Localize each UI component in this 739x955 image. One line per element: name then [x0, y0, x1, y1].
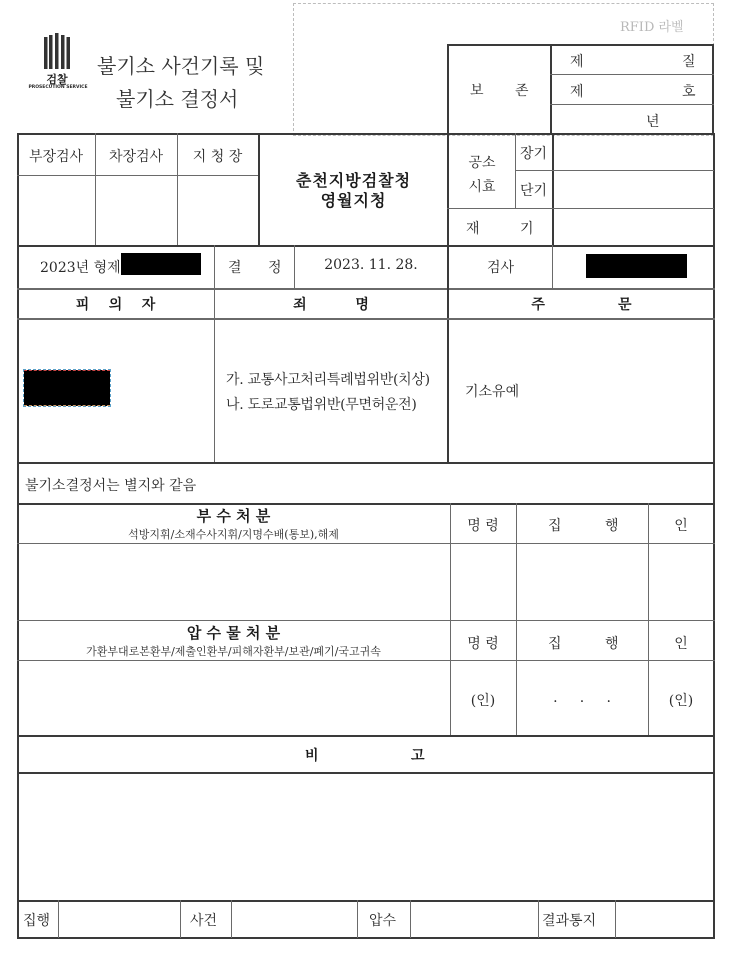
footer-case-label: 사건	[190, 913, 218, 929]
approval-sign-box-3[interactable]	[178, 176, 257, 244]
disposition-header: 주 문	[531, 297, 632, 313]
seized-exec-right: 행	[605, 636, 619, 652]
restart-field[interactable]	[554, 209, 714, 245]
preservation-row2-left: 제	[570, 84, 584, 100]
suspect-header: 피 의 자	[75, 297, 156, 313]
restart-label-left: 재	[466, 221, 480, 237]
approval-sign-box-1[interactable]	[18, 176, 94, 244]
restart-label-right: 기	[520, 221, 534, 237]
prosecutor-label: 검사	[486, 260, 515, 276]
preservation-row3: 년	[646, 114, 660, 130]
statute-label-line1: 공소	[468, 155, 496, 171]
approval-header-deputy-prosecutor: 차장검사	[108, 149, 164, 165]
preservation-row2-right: 호	[682, 84, 696, 100]
ancillary-order-header: 명 령	[467, 518, 499, 534]
footer-case-field[interactable]	[232, 901, 357, 938]
document-title-line2: 불기소 결정서	[116, 87, 239, 111]
prosecution-logo-icon	[44, 33, 70, 69]
seized-subtitle: 가환부대로본환부/제출인환부/피해자환부/보관/폐기/국고귀속	[86, 645, 381, 658]
approval-header-branch-head: 지 청 장	[192, 149, 243, 165]
charge-item-1: 가. 교통사고처리특례법위반(치상)	[226, 372, 430, 388]
ancillary-subtitle: 석방지휘/소재수사지휘/지명수배(통보),해제	[128, 528, 339, 541]
rfid-label: RFID 라벨	[620, 20, 684, 35]
seized-content-field[interactable]	[19, 661, 449, 735]
ancillary-title: 부 수 처 분	[196, 507, 271, 525]
preservation-row1-right: 질	[682, 54, 696, 70]
charge-item-2: 나. 도로교통법위반(무면허운전)	[226, 397, 417, 413]
seized-title: 압 수 물 처 분	[186, 624, 281, 642]
seized-order-header: 명 령	[467, 636, 499, 652]
disposition-value: 기소유예	[465, 384, 520, 400]
seized-seal-value: (인)	[668, 693, 694, 709]
office-name-line1: 춘천지방검찰청	[295, 171, 412, 190]
approval-sign-box-2[interactable]	[96, 176, 176, 244]
ancillary-content-field[interactable]	[19, 544, 449, 620]
statute-short-label: 단기	[519, 183, 548, 199]
footer-execution-label: 집행	[23, 913, 51, 929]
remarks-field[interactable]	[19, 774, 713, 899]
statute-long-label: 장기	[519, 146, 548, 162]
seized-seal-header: 인	[674, 636, 688, 652]
case-number-prefix: 2023년 형제	[40, 260, 121, 276]
footer-execution-field[interactable]	[59, 901, 180, 938]
statute-label-line2: 시효	[468, 179, 496, 195]
footer-result-notice-label: 결과통지	[542, 913, 597, 929]
preservation-row1-left: 제	[570, 54, 584, 70]
seized-exec-left: 집	[548, 636, 562, 652]
decision-label-right: 정	[268, 260, 282, 276]
remarks-label-right: 고	[411, 748, 425, 764]
office-name-line2: 영월지청	[320, 191, 387, 210]
ancillary-seal-header: 인	[674, 518, 688, 534]
statute-short-field[interactable]	[554, 171, 714, 208]
footer-seizure-field[interactable]	[411, 901, 538, 938]
preservation-label-right: 존	[515, 83, 529, 99]
ancillary-exec-left: 집	[548, 518, 562, 534]
case-number-redacted	[121, 253, 201, 275]
decision-label-left: 결	[228, 260, 242, 276]
seized-order-seal: (인)	[470, 693, 496, 709]
decision-date: 2023. 11. 28.	[324, 257, 418, 273]
remarks-label-left: 비	[305, 748, 319, 764]
seized-exec-date: . . .	[553, 690, 611, 706]
logo-english-text: PROSECUTION SERVICE	[28, 85, 88, 90]
suspect-name-redacted	[24, 370, 110, 406]
logo-korean-text: 검찰	[46, 73, 68, 86]
preservation-label-left: 보	[470, 83, 484, 99]
footer-result-notice-field[interactable]	[616, 901, 714, 938]
prosecutor-name-redacted	[586, 254, 687, 278]
decision-note: 불기소결정서는 별지와 같음	[25, 478, 197, 494]
statute-long-field[interactable]	[554, 134, 714, 170]
ancillary-exec-right: 행	[605, 518, 619, 534]
charge-header: 죄 명	[293, 297, 369, 313]
approval-header-chief-prosecutor: 부장검사	[28, 149, 84, 165]
document-title-line1: 불기소 사건기록 및	[97, 54, 265, 78]
footer-seizure-label: 압수	[369, 913, 397, 929]
